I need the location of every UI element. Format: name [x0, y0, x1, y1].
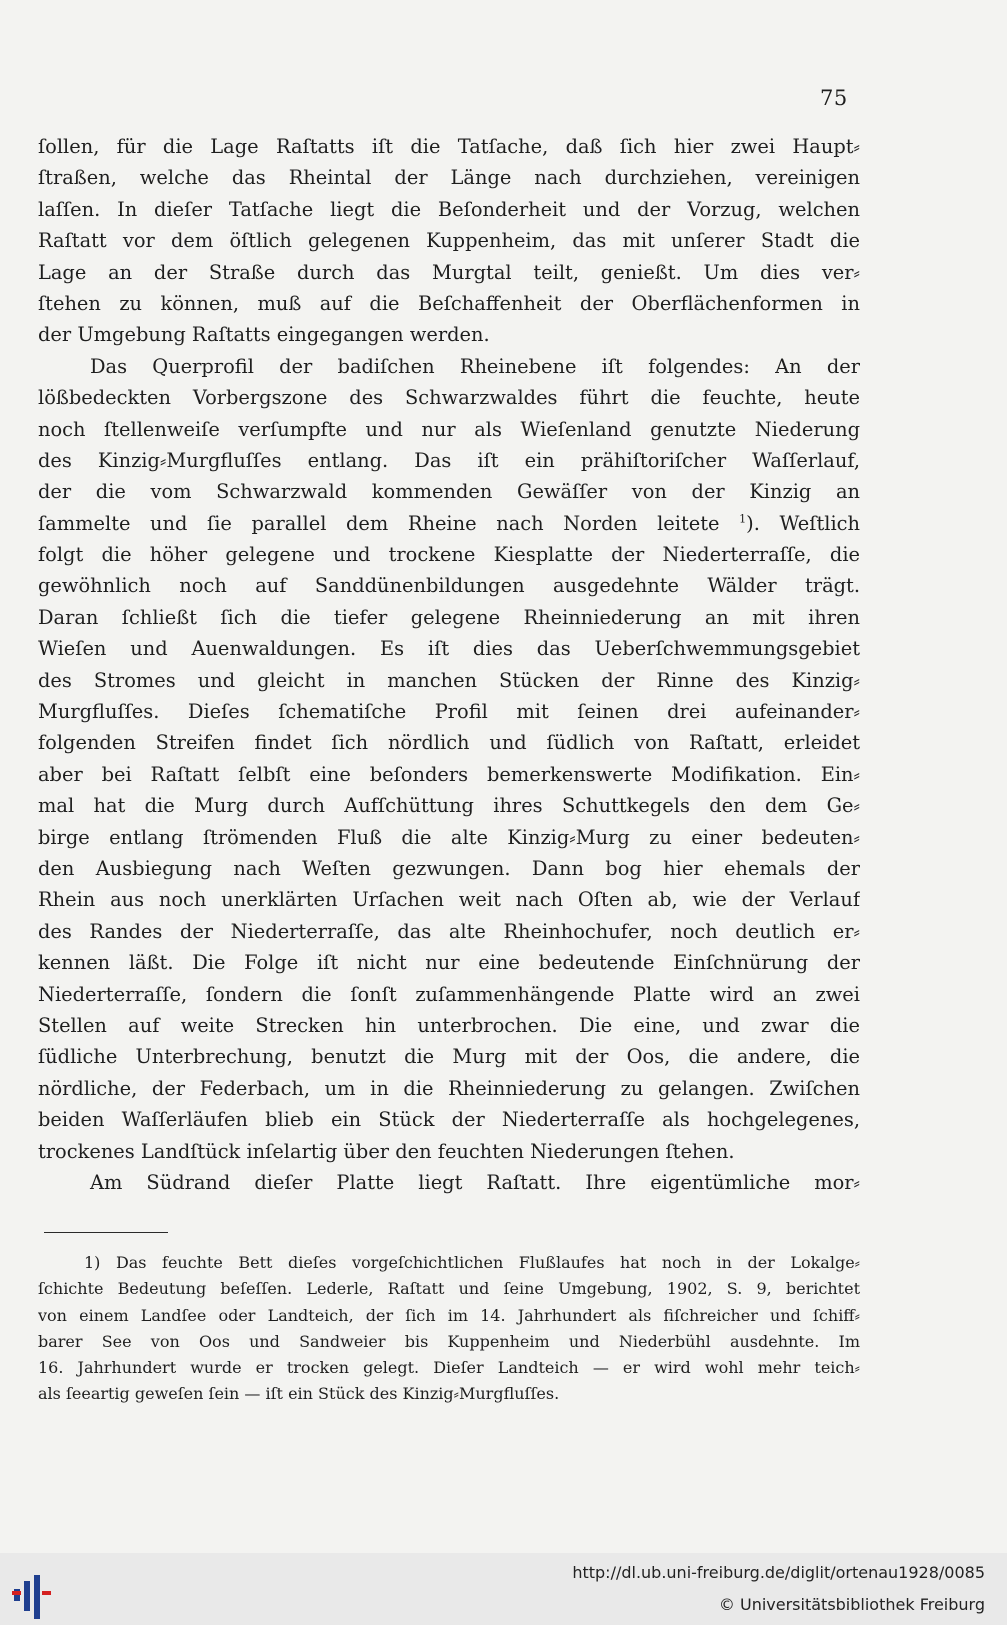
text-line: Raſtatt vor dem öſtlich gelegenen Kuppenheim, das mit unſerer Stadt die: [38, 229, 860, 253]
text-line: Wieſen und Auenwaldungen. Es iſt dies das Ueberſchwemmungsgebiet: [38, 637, 860, 661]
text-line: Stellen auf weite Strecken hin unterbrochen. Die eine, und zwar die: [38, 1013, 860, 1037]
text-line: ſtraßen, welche das Rheintal der Länge nach durchziehen, vereinigen: [38, 166, 860, 190]
text-line: den Ausbiegung nach Weſten gezwungen. Dann bog hier ehemals der: [38, 856, 860, 880]
footnotes: [38, 1250, 860, 1408]
text-line: folgt die höher gelegene und trockene Kiesplatte der Niederterraſſe, die: [38, 543, 860, 567]
text-line: Murgfluſſes. Dieſes ſchematiſche Profil mit ſeinen drei aufeinander⸗: [38, 700, 860, 724]
text-segment: Das feuchte Bett dieſes vorgeſchichtlichen Flußlaufes hat noch in der Lokalge⸗: [115, 1253, 860, 1272]
text-line-with-footnote-ref: [38, 508, 860, 539]
text-line: aber bei Raſtatt ſelbſt eine beſonders bemerkenswerte Modifikation. Ein⸗: [38, 762, 860, 786]
footnote-line: von einem Landſee oder Landteich, der ſich im 14. Jahrhundert als fiſchreicher und ſchiff⸗: [38, 1305, 860, 1325]
ub-freiburg-logo-icon: [10, 1553, 54, 1625]
text-line: Das Querprofil der badiſchen Rheinebene iſt folgendes: An der: [90, 354, 860, 378]
text-line: beiden Waſſerläufen blieb ein Stück der Niederterraſſe als hochgelegenes,: [38, 1108, 860, 1132]
text-line: folgenden Streifen findet ſich nördlich und ſüdlich von Raſtatt, erleidet: [38, 731, 860, 755]
text-line: birge entlang ſtrömenden Fluß die alte Kinzig⸗Murg zu einer bedeuten⸗: [38, 825, 860, 849]
permalink-link[interactable]: http://dl.ub.uni-freiburg.de/diglit/ortenau1928/0085: [572, 1563, 985, 1582]
text-line: des Stromes und gleicht in manchen Stücken der Rinne des Kinzig⸗: [38, 668, 860, 692]
footnote-marker: 1): [84, 1253, 101, 1272]
text-line: nördliche, der Federbach, um in die Rheinniederung zu gelangen. Zwiſchen: [38, 1076, 860, 1100]
text-line: noch ſtellenweiſe verſumpfte und nur als Wieſenland genutzte Niederung: [38, 417, 860, 441]
text-line: Am Südrand dieſer Platte liegt Raſtatt. Ihre eigentümliche mor⸗: [90, 1170, 860, 1194]
text-line: ſüdliche Unterbrechung, benutzt die Murg mit der Oos, die andere, die: [38, 1045, 860, 1069]
footnote-separator: [44, 1232, 168, 1233]
copyright-text: © Universitätsbibliothek Freiburg: [718, 1595, 985, 1614]
text-line: lößbedeckten Vorbergszone des Schwarzwaldes führt die feuchte, heute: [38, 386, 860, 410]
text-line: Lage an der Straße durch das Murgtal teilt, genießt. Um dies ver⸗: [38, 260, 860, 284]
text-line: des Kinzig⸗Murgfluſſes entlang. Das iſt ein prähiſtoriſcher Waſſerlauf,: [38, 448, 860, 472]
text-line: Niederterraſſe, ſondern die ſonſt zuſammenhängende Platte wird an zwei: [38, 982, 860, 1006]
text-line: kennen läßt. Die Folge iſt nicht nur eine bedeutende Einſchnürung der: [38, 951, 860, 975]
page-number: 75: [820, 86, 848, 110]
text-line: mal hat die Murg durch Aufſchüttung ihres Schuttkegels den dem Ge⸗: [38, 794, 860, 818]
footnote-reference[interactable]: 1: [739, 512, 747, 526]
text-line: laſſen. In dieſer Tatſache liegt die Beſonderheit und der Vorzug, welchen: [38, 197, 860, 221]
text-segment: ſammelte und ſie parallel dem Rheine nach Norden leitete: [38, 511, 720, 535]
footnote-line: ſchichte Bedeutung beſeſſen. Lederle, Raſtatt und ſeine Umgebung, 1902, S. 9, berichtet: [38, 1279, 860, 1299]
footnote-line: [38, 1250, 860, 1276]
text-line: der Umgebung Raſtatts eingegangen werden.: [38, 323, 490, 347]
text-line: trockenes Landſtück inſelartig über den feuchten Niederungen ſtehen.: [38, 1139, 735, 1163]
text-line: Daran ſchließt ſich die tiefer gelegene Rheinniederung an mit ihren: [38, 605, 860, 629]
viewer-footer: [0, 1553, 1007, 1625]
text-line: des Randes der Niederterraſſe, das alte Rheinhochufer, noch deutlich er⸗: [38, 919, 860, 943]
text-line: Rhein aus noch unerklärten Urſachen weit nach Oſten ab, wie der Verlauf: [38, 888, 860, 912]
footnote-line: 16. Jahrhundert wurde er trocken gelegt. Dieſer Landteich — er wird wohl mehr teich⸗: [38, 1358, 860, 1378]
body-text: [38, 131, 860, 1198]
text-segment: ). Weſtlich: [746, 511, 860, 535]
text-line: ſtehen zu können, muß auf die Beſchaffenheit der Oberflächenformen in: [38, 291, 860, 315]
footnote-line: als ſeeartig geweſen ſein — iſt ein Stück des Kinzig⸗Murgfluſſes.: [38, 1384, 560, 1404]
text-line: ſollen, für die Lage Raſtatts iſt die Tatſache, daß ſich hier zwei Haupt⸗: [38, 135, 860, 158]
text-line: gewöhnlich noch auf Sanddünenbildungen ausgedehnte Wälder trägt.: [38, 574, 860, 598]
footnote-line: barer See von Oos und Sandweier bis Kuppenheim und Niederbühl ausdehnte. Im: [38, 1331, 860, 1351]
text-line: der die vom Schwarzwald kommenden Gewäſſer von der Kinzig an: [38, 480, 860, 504]
